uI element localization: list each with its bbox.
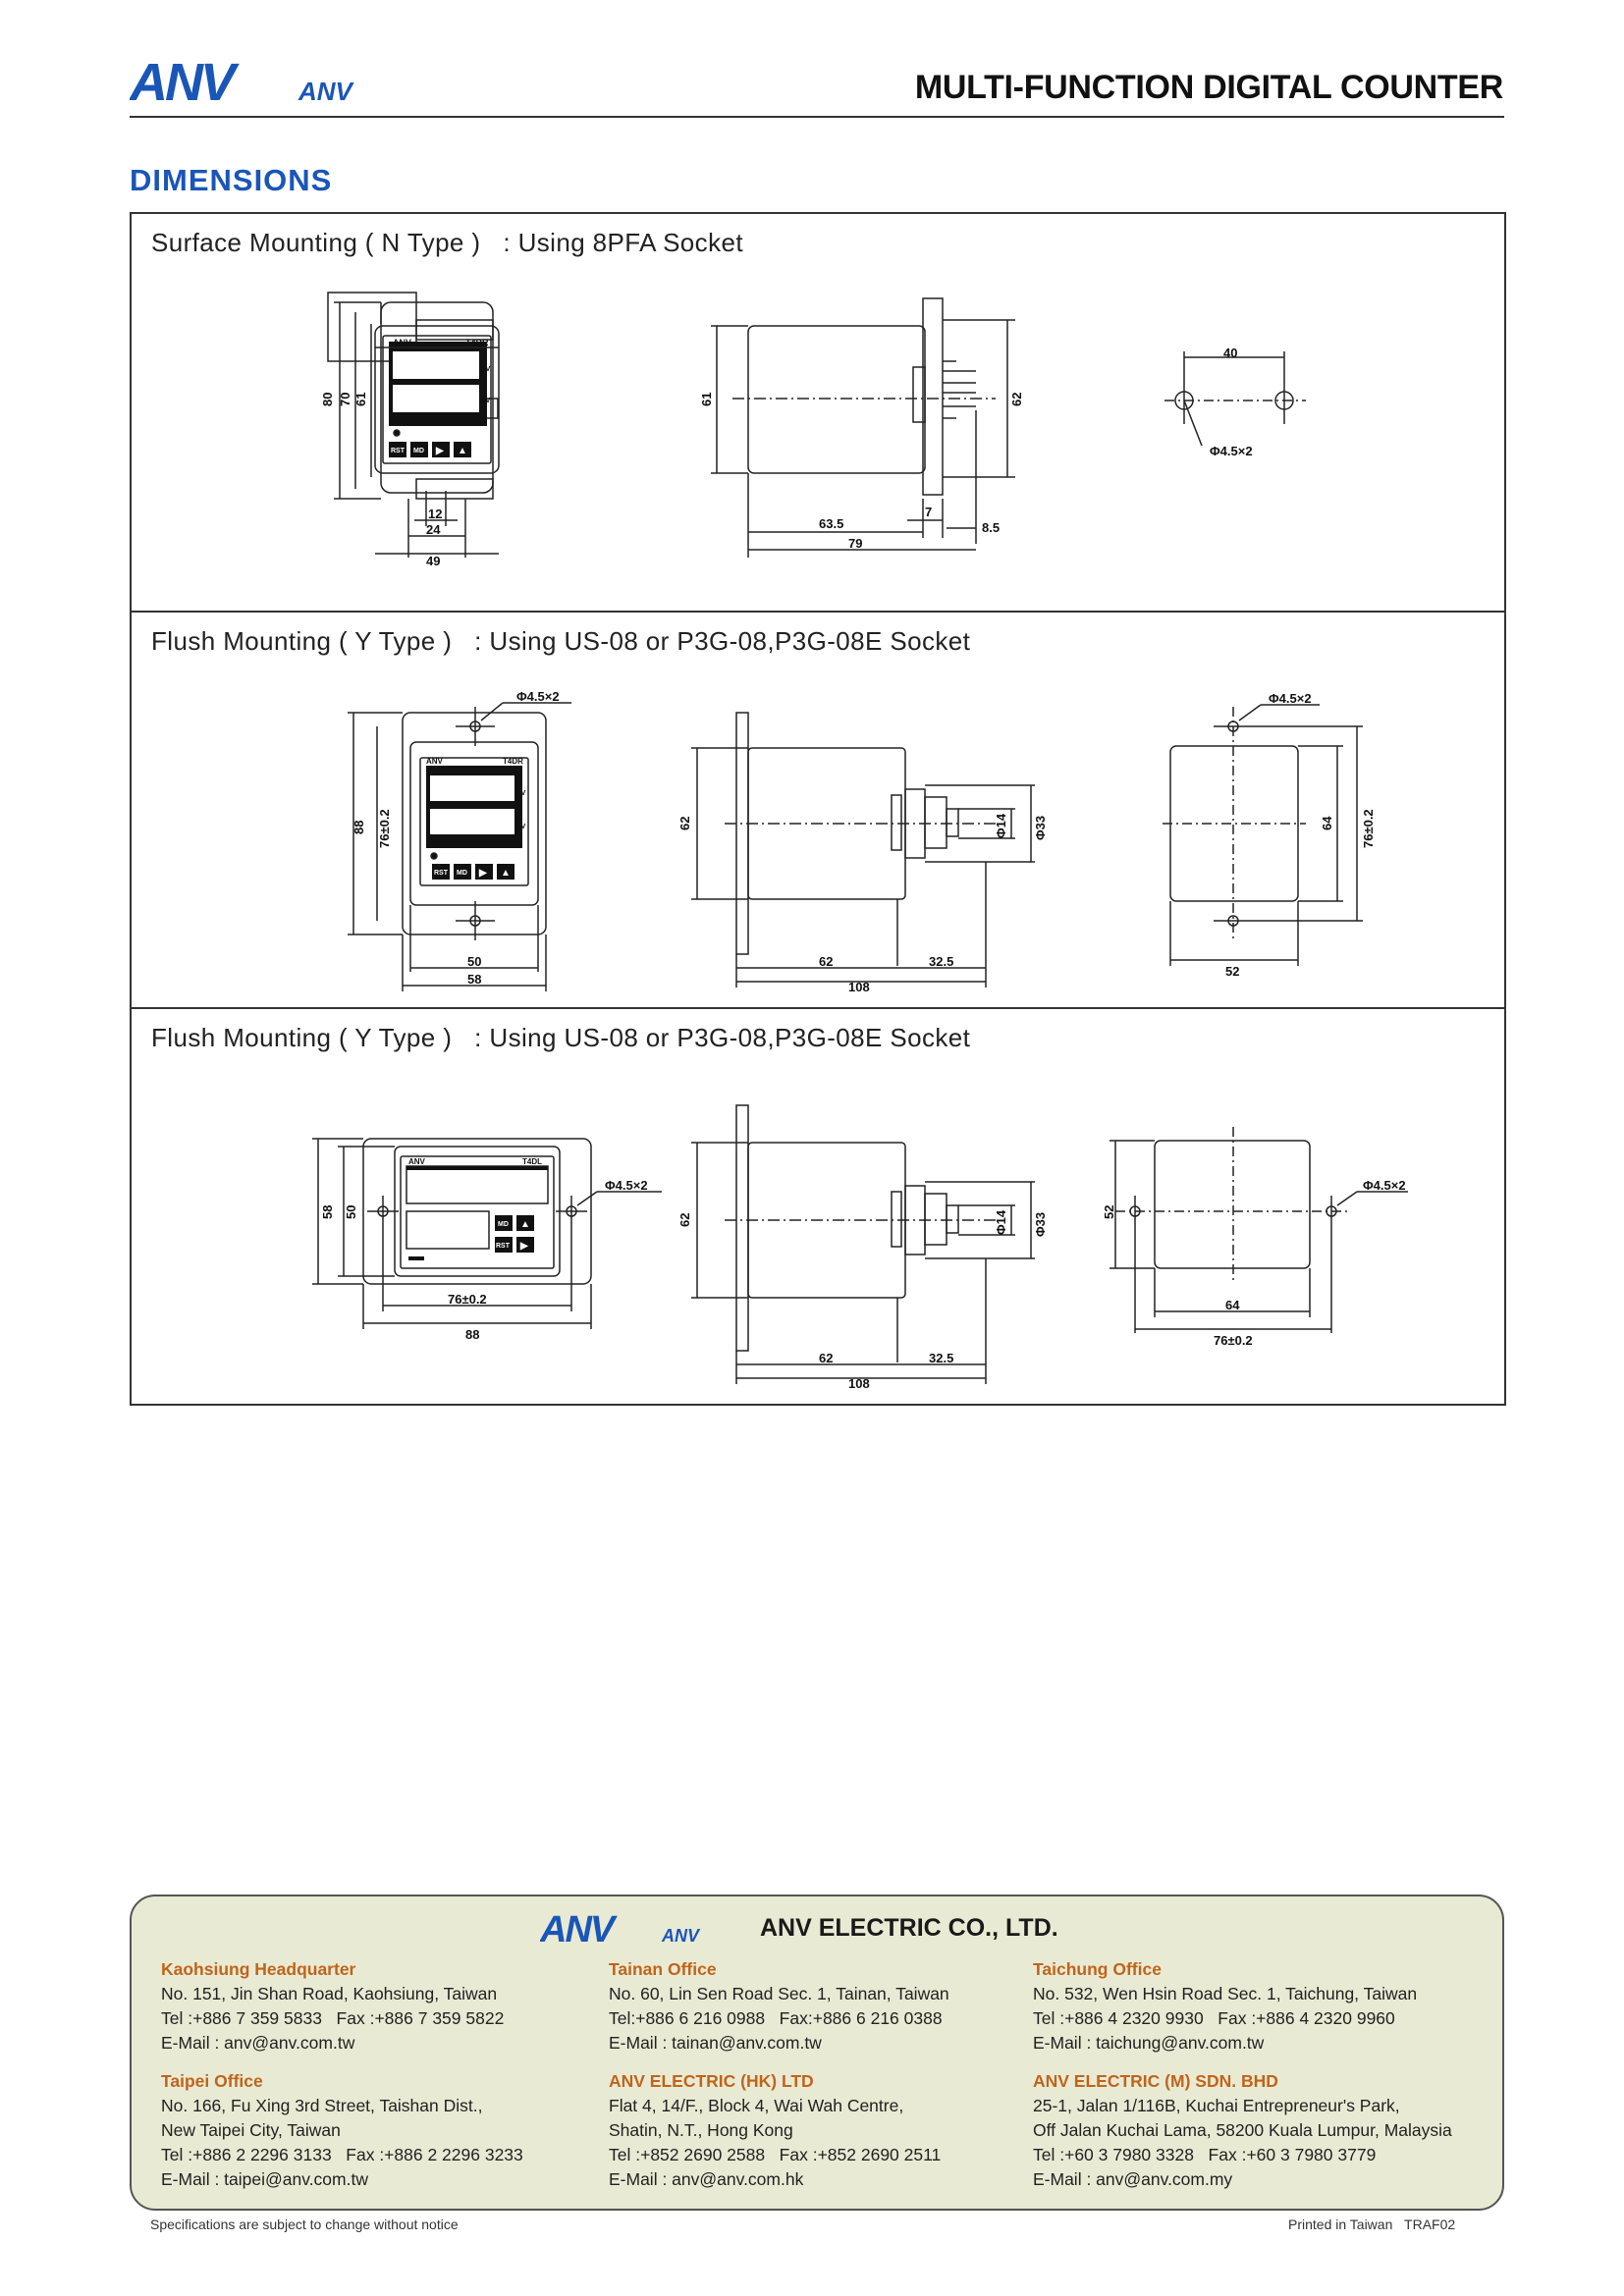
pv-label: PV xyxy=(481,366,491,373)
dimensions-box xyxy=(130,212,1506,1406)
hole-label: Φ4.5×2 xyxy=(1363,1178,1406,1193)
office-phone: Tel:+886 6 216 0988 Fax:+886 6 216 0388 xyxy=(609,2008,943,2028)
side-view xyxy=(677,713,1048,994)
device-model: T4DL xyxy=(522,1157,542,1166)
section-title: DIMENSIONS xyxy=(130,163,333,197)
dim-phi33: Φ33 xyxy=(1033,1211,1048,1237)
dim-63-5: 63.5 xyxy=(819,516,844,531)
logo-text: ANV xyxy=(130,57,234,108)
dim-76: 76±0.2 xyxy=(1214,1333,1253,1348)
hole-pattern xyxy=(1164,346,1306,458)
company-name: ANV ELECTRIC CO., LTD. xyxy=(760,1914,1058,1942)
rst-key: RST xyxy=(391,448,405,454)
dim-phi14: Φ14 xyxy=(994,813,1008,838)
side-dim-62: 62 xyxy=(677,816,692,830)
panel-heading: Flush Mounting ( Y Type ) : Using US-08 or P3G-08,P3G-08E Socket xyxy=(151,626,971,656)
dim-50: 50 xyxy=(467,954,482,969)
panel-heading: Surface Mounting ( N Type ) : Using 8PFA Socket xyxy=(151,228,743,257)
office-phone: Tel :+886 4 2320 9930 Fax :+886 4 2320 9960 xyxy=(1033,2008,1395,2028)
md-key: MD xyxy=(498,1221,509,1228)
office-address-2: Shatin, N.T., Hong Kong xyxy=(609,2120,793,2140)
dim-32-5: 32.5 xyxy=(929,954,954,969)
office-phone: Tel :+852 2690 2588 Fax :+852 2690 2511 xyxy=(609,2145,942,2164)
office-kaohsiung xyxy=(161,1957,504,2056)
cutout-view xyxy=(1163,691,1376,979)
rst-key: RST xyxy=(496,1243,510,1250)
office-name: Tainan Office xyxy=(609,1959,717,1979)
dim-64: 64 xyxy=(1320,816,1334,830)
front-view xyxy=(312,1139,662,1342)
side-view xyxy=(677,1105,1048,1391)
device-brand: ANV xyxy=(426,757,443,766)
device-model: T4DR xyxy=(503,757,523,766)
md-key: MD xyxy=(457,870,467,877)
dim-62: 62 xyxy=(819,954,834,969)
dim-79: 79 xyxy=(848,536,863,551)
dim-58: 58 xyxy=(320,1204,335,1219)
cutout-view xyxy=(1102,1127,1408,1348)
office-email: E-Mail : tainan@anv.com.tw xyxy=(609,2033,822,2053)
dim-88: 88 xyxy=(352,820,366,834)
panel-surface-mounting xyxy=(132,214,1504,611)
flush-vertical-drawing xyxy=(132,613,1504,1009)
md-key: MD xyxy=(413,448,424,454)
office-address-2: Off Jalan Kuchai Lama, 58200 Kuala Lumpur, Malaysia xyxy=(1033,2120,1452,2140)
office-email: E-Mail : anv@anv.com.tw xyxy=(161,2033,355,2053)
rst-key: RST xyxy=(434,870,448,877)
pv-label: PV xyxy=(516,790,526,797)
dim-50: 50 xyxy=(344,1204,358,1219)
office-phone: Tel :+60 3 7980 3328 Fax :+60 3 7980 3779 xyxy=(1033,2145,1377,2164)
dim-61: 61 xyxy=(353,392,368,406)
dim-76: 76±0.2 xyxy=(377,809,392,848)
dim-8-5: 8.5 xyxy=(982,520,1001,535)
footer-contact-box xyxy=(130,1895,1504,2211)
office-taipei xyxy=(161,2069,523,2192)
office-email: E-Mail : taipei@anv.com.tw xyxy=(161,2169,368,2189)
specification-note: Specifications are subject to change without notice xyxy=(150,2216,459,2232)
office-address-2: New Taipei City, Taiwan xyxy=(161,2120,341,2140)
logo-small-text: ANV xyxy=(298,77,352,106)
office-address: No. 60, Lin Sen Road Sec. 1, Tainan, Taiwan xyxy=(609,1984,949,2003)
flush-horizontal-drawing xyxy=(132,1009,1504,1406)
dim-108: 108 xyxy=(848,1376,870,1391)
sv-label: SV xyxy=(481,398,491,404)
office-address-1: 25-1, Jalan 1/116B, Kuchai Entrepreneur's Park, xyxy=(1033,2096,1400,2115)
side-view xyxy=(699,298,1024,558)
office-hong-kong xyxy=(609,2069,941,2192)
anv-logo xyxy=(130,57,365,108)
dim-80: 80 xyxy=(320,392,335,406)
office-taichung xyxy=(1033,1957,1417,2056)
dim-58: 58 xyxy=(467,972,482,987)
office-malaysia xyxy=(1033,2069,1452,2192)
footer-logo-small: ANV xyxy=(662,1926,700,1946)
dim-108: 108 xyxy=(848,980,870,994)
panel-flush-mounting-horizontal xyxy=(132,1007,1504,1406)
office-address: No. 532, Wen Hsin Road Sec. 1, Taichung, Taiwan xyxy=(1033,1984,1418,2003)
dim-phi14: Φ14 xyxy=(994,1209,1008,1235)
header-divider xyxy=(130,116,1504,118)
office-name: Kaohsiung Headquarter xyxy=(161,1959,356,1979)
dim-49: 49 xyxy=(426,554,441,568)
side-dim-61: 61 xyxy=(699,392,714,406)
side-dim-62: 62 xyxy=(1009,392,1024,406)
dim-76: 76±0.2 xyxy=(448,1292,487,1307)
up-key: ▲ xyxy=(458,446,467,456)
office-name: Taichung Office xyxy=(1033,1959,1162,1979)
hole-dim-40: 40 xyxy=(1223,346,1238,360)
office-phone: Tel :+886 2 2296 3133 Fax :+886 2 2296 3233 xyxy=(161,2145,523,2164)
dim-24: 24 xyxy=(426,522,441,537)
dim-70: 70 xyxy=(338,392,352,406)
shift-key: ▶ xyxy=(479,868,487,879)
device-brand: ANV xyxy=(393,338,412,347)
dim-88: 88 xyxy=(465,1327,480,1342)
up-key: ▲ xyxy=(501,868,511,879)
printed-note: Printed in Taiwan TRAF02 xyxy=(1288,2216,1456,2232)
dim-7: 7 xyxy=(925,505,933,519)
dim-62: 62 xyxy=(819,1351,834,1365)
office-email: E-Mail : taichung@anv.com.tw xyxy=(1033,2033,1265,2053)
device-model: T4DR xyxy=(465,338,489,347)
front-view xyxy=(320,293,499,568)
hole-label: Φ4.5×2 xyxy=(605,1178,648,1193)
dim-32-5: 32.5 xyxy=(929,1351,954,1365)
office-phone: Tel :+886 7 359 5833 Fax :+886 7 359 5822 xyxy=(161,2008,505,2028)
office-tainan xyxy=(609,1957,949,2056)
dim-phi33: Φ33 xyxy=(1033,815,1048,840)
dim-52: 52 xyxy=(1102,1204,1116,1219)
surface-mounting-drawing xyxy=(132,214,1504,611)
hole-dim-phi: Φ4.5×2 xyxy=(1210,444,1253,458)
device-brand: ANV xyxy=(408,1157,425,1166)
hole-label: Φ4.5×2 xyxy=(516,689,560,704)
front-view xyxy=(348,689,571,991)
document-title: MULTI-FUNCTION DIGITAL COUNTER xyxy=(914,69,1503,106)
office-address-1: Flat 4, 14/F., Block 4, Wai Wah Centre, xyxy=(609,2096,904,2115)
side-dim-62: 62 xyxy=(677,1212,692,1227)
dim-12: 12 xyxy=(428,507,443,521)
dim-52: 52 xyxy=(1225,964,1240,979)
dim-76: 76±0.2 xyxy=(1361,809,1376,848)
office-address: No. 151, Jin Shan Road, Kaohsiung, Taiwan xyxy=(161,1984,498,2003)
shift-key: ▶ xyxy=(436,446,444,456)
office-email: E-Mail : anv@anv.com.my xyxy=(1033,2169,1233,2189)
footer-anv-logo xyxy=(540,1910,707,1946)
panel-heading: Flush Mounting ( Y Type ) : Using US-08 or P3G-08,P3G-08E Socket xyxy=(151,1023,971,1052)
office-name: ANV ELECTRIC (M) SDN. BHD xyxy=(1033,2071,1278,2091)
office-name: ANV ELECTRIC (HK) LTD xyxy=(609,2071,814,2091)
dim-64: 64 xyxy=(1225,1298,1240,1312)
hole-label: Φ4.5×2 xyxy=(1269,691,1312,706)
office-address-1: No. 166, Fu Xing 3rd Street, Taishan Dist., xyxy=(161,2096,483,2115)
shift-key: ▶ xyxy=(520,1241,528,1252)
office-email: E-Mail : anv@anv.com.hk xyxy=(609,2169,804,2189)
up-key: ▲ xyxy=(520,1219,530,1230)
office-name: Taipei Office xyxy=(161,2071,263,2091)
panel-flush-mounting-vertical xyxy=(132,611,1504,1009)
sv-label: SV xyxy=(516,824,526,830)
footer-logo-text: ANV xyxy=(540,1910,614,1946)
